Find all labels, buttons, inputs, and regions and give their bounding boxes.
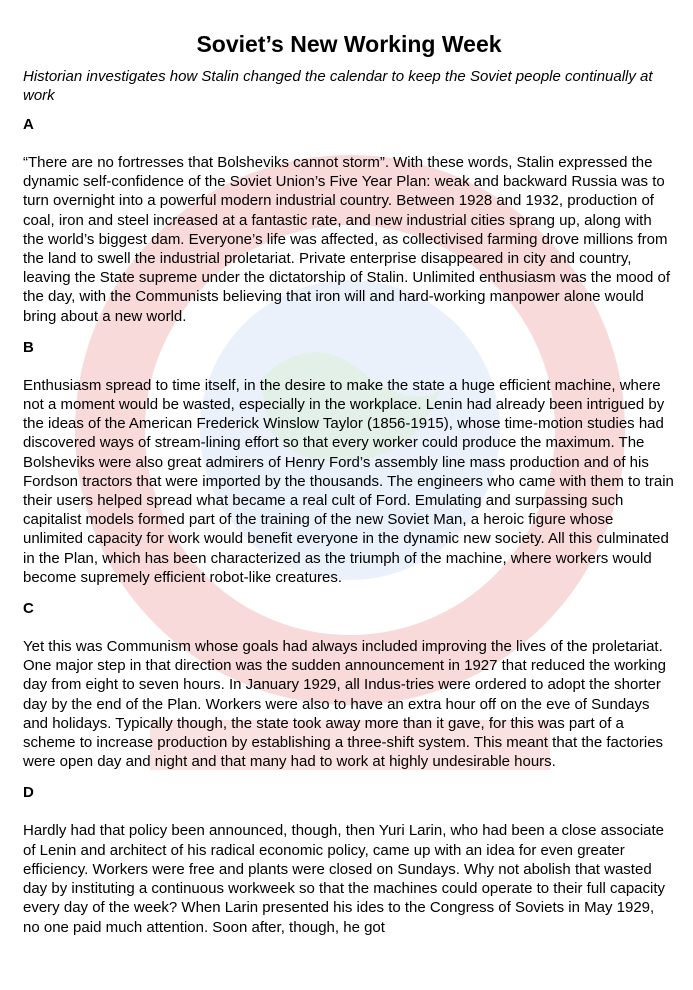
- section-paragraph: Yet this was Communism whose goals had always included improving the lives of the proletariat. One major step in that direction was the sudden announcement in 1927 that reduced the working day from eight to seven hours. In January 1929, all Indus-tries were ordered to adopt the shorter day by the end of the Plan. Workers were also to have an extra hour off on the eve of Sundays and holidays. Typically though, the state took away more than it gave, for this was part of a scheme to increase production by establishing a three-shift system. This meant that the factories were open day and night and that many had to work at highly undesirable hours.: [23, 638, 666, 771]
- section-paragraph: Hardly had that policy been announced, though, then Yuri Larin, who had been a close associate of Lenin and architect of his radical economic policy, came up with an idea for even greater efficiency. Workers were free and plants were closed on Sundays. Why not abolish that wasted day by instituting a continuous workweek so that the machines could operate to their full capacity every day of the week? When Larin presented his ides to the Congress of Soviets in May 1929, no one paid much attention. Soon after, though, he got: [23, 822, 666, 936]
- section-d: [23, 783, 675, 936]
- section-paragraph: Enthusiasm spread to time itself, in the desire to make the state a huge efficient machine, where not a moment would be wasted, especially in the workplace. Lenin had already been intrigued by the ideas of the American Frederick Winslow Taylor (1856-1915), whose time-motion studies had discovered ways of stream-lining effort so that every worker could produce the maximum. The Bolsheviks were also great admirers of Henry Ford’s assembly line mass production and of his Fordson tractors that were imported by the thousands. The engineers who came with them to train their users helped spread what became a real cult of Ford. Emulating and surpassing such capitalist models formed part of the training of the new Soviet Man, a heroic figure whose unlimited capacity for work would benefit everyone in the dynamic new society. All this culminated in the Plan, which has been characterized as the triumph of the machine, where workers would become supremely efficient robot-like creatures.: [23, 376, 674, 586]
- section-a: [23, 115, 675, 326]
- page-subtitle: Historian investigates how Stalin changed the calendar to keep the Soviet people continually at work: [23, 68, 653, 104]
- section-letter: C: [23, 600, 34, 618]
- section-letter: A: [23, 116, 34, 133]
- page-title: Soviet’s New Working Week: [196, 31, 502, 57]
- section-paragraph: “There are no fortresses that Bolsheviks cannot storm”. With these words, Stalin expressed the dynamic self-confidence of the Soviet Union’s Five Year Plan: weak and backward Russia was to turn overnight into a powerful modern industrial country. Between 1928 and 1932, production of coal, iron and steel increased at a fantastic rate, and new industrial cities sprang up, along with the world’s biggest dam. Everyone’s life was affected, as collectivised farming drove millions from the land to swell the industrial proletariat. Private enterprise disappeared in city and country, leaving the State supreme under the dictatorship of Stalin. Unlimited enthusiasm was the mood of the day, with the Communists believing that iron will and hard-working manpower alone would bring about a new world.: [23, 154, 671, 325]
- section-letter: D: [23, 784, 34, 802]
- section-c: [23, 599, 675, 771]
- section-b: [23, 338, 675, 587]
- section-letter: B: [23, 338, 34, 356]
